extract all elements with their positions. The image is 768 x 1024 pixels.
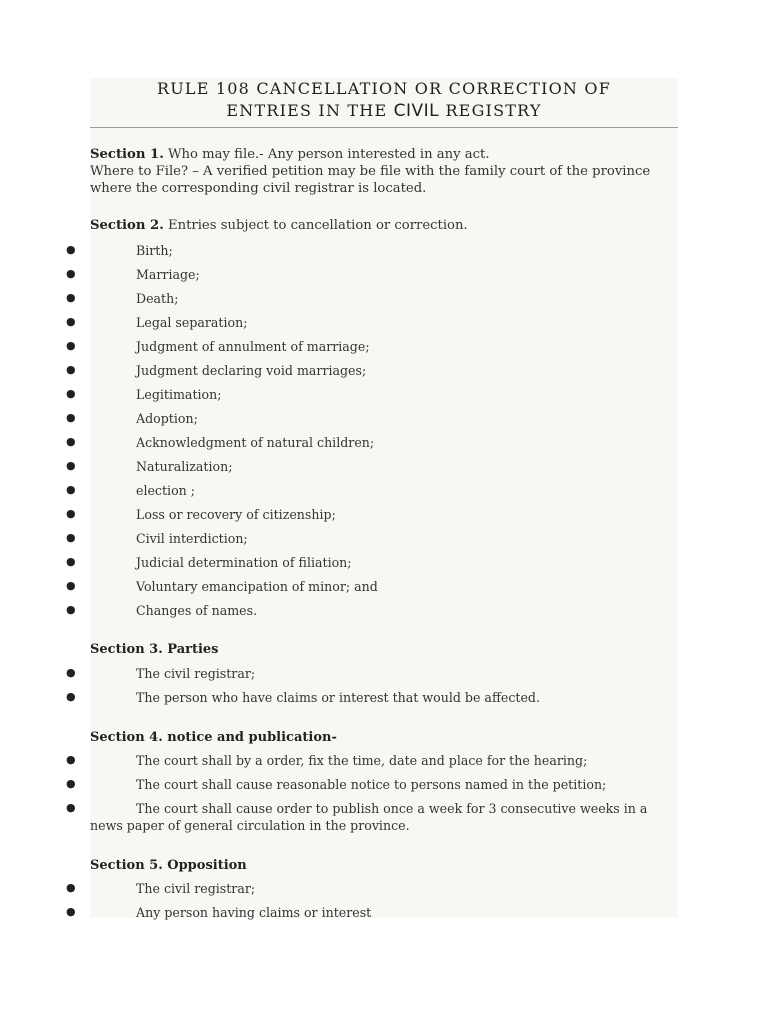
bullet-icon: ●	[66, 531, 76, 544]
list-item-text: Any person having claims or interest	[136, 905, 372, 920]
title-line-2	[90, 100, 678, 122]
bullet-icon: ●	[66, 363, 76, 376]
section-1	[90, 146, 678, 163]
list-item-text: Naturalization;	[136, 459, 233, 474]
bullet-icon: ●	[66, 411, 76, 424]
bullet-icon: ●	[66, 387, 76, 400]
section-5-heading: Section 5. Opposition	[90, 858, 247, 873]
list-item-text: The court shall cause order to publish once a week for 3 consecutive weeks in a news paper of general circulation in the province.	[90, 801, 648, 833]
list-item-text: Legitimation;	[136, 387, 222, 402]
list-item-text: Adoption;	[136, 411, 198, 426]
title-divider	[90, 127, 678, 128]
list-item-text: Judicial determination of filiation;	[136, 555, 352, 570]
list-item-text: Marriage;	[136, 267, 200, 282]
bullet-icon: ●	[66, 507, 76, 520]
list-item-text: Changes of names.	[136, 603, 258, 618]
bullet-icon: ●	[66, 435, 76, 448]
bullet-icon: ●	[66, 905, 76, 918]
section-1-text: Who may file.- Any person interested in any act.	[163, 147, 490, 162]
list-item-text: The person who have claims or interest that would be affected.	[136, 690, 540, 705]
bullet-icon: ●	[66, 603, 76, 616]
section-4-heading: Section 4. notice and publication-	[90, 730, 337, 745]
bullet-icon: ●	[66, 753, 76, 766]
title-civil-word: CIVIL	[393, 101, 440, 121]
list-item-text: The court shall by a order, fix the time, date and place for the hearing;	[136, 753, 588, 768]
list-item-text: Judgment of annulment of marriage;	[136, 339, 370, 354]
bullet-icon: ●	[66, 555, 76, 568]
bullet-icon: ●	[66, 243, 76, 256]
section-2-text: Entries subject to cancellation or correction.	[163, 218, 468, 233]
bullet-icon: ●	[66, 579, 76, 592]
bullet-icon: ●	[66, 690, 76, 703]
list-item-text: The court shall cause reasonable notice to persons named in the petition;	[136, 777, 607, 792]
list-item-text: Judgment declaring void marriages;	[136, 363, 367, 378]
bullet-icon: ●	[66, 483, 76, 496]
bullet-icon: ●	[66, 666, 76, 679]
list-item-text: Civil interdiction;	[136, 531, 248, 546]
bullet-icon: ●	[66, 267, 76, 280]
bullet-icon: ●	[66, 777, 76, 790]
list-item-text: Legal separation;	[136, 315, 248, 330]
bullet-icon: ●	[66, 291, 76, 304]
list-item-text: The civil registrar;	[136, 881, 256, 896]
list-item-text: Death;	[136, 291, 179, 306]
bullet-icon: ●	[66, 881, 76, 894]
list-item-text: Birth;	[136, 243, 173, 258]
list-item-text: election ;	[136, 483, 196, 498]
bullet-icon: ●	[66, 801, 76, 814]
list-item-text: Acknowledgment of natural children;	[136, 435, 375, 450]
section-2	[90, 217, 678, 234]
bullet-icon: ●	[66, 339, 76, 352]
title-line-2-pre: ENTRIES IN THE	[226, 101, 388, 120]
section-1-where: Where to File? – A verified petition may be file with the family court of the province where the corresponding civil registrar is located.	[90, 164, 651, 196]
title-line-1: RULE 108 CANCELLATION OR CORRECTION OF	[156, 79, 612, 98]
title-line-2-post: REGISTRY	[445, 101, 542, 120]
list-item-text: Loss or recovery of citizenship;	[136, 507, 336, 522]
section-3-heading: Section 3. Parties	[90, 642, 219, 657]
list-item-text: The civil registrar;	[136, 666, 256, 681]
document-title	[90, 78, 678, 122]
bullet-icon: ●	[66, 315, 76, 328]
list-item-text: Voluntary emancipation of minor; and	[136, 579, 378, 594]
bullet-icon: ●	[66, 459, 76, 472]
section-1-label: Section 1.	[90, 147, 164, 162]
section-2-label: Section 2.	[90, 218, 164, 233]
